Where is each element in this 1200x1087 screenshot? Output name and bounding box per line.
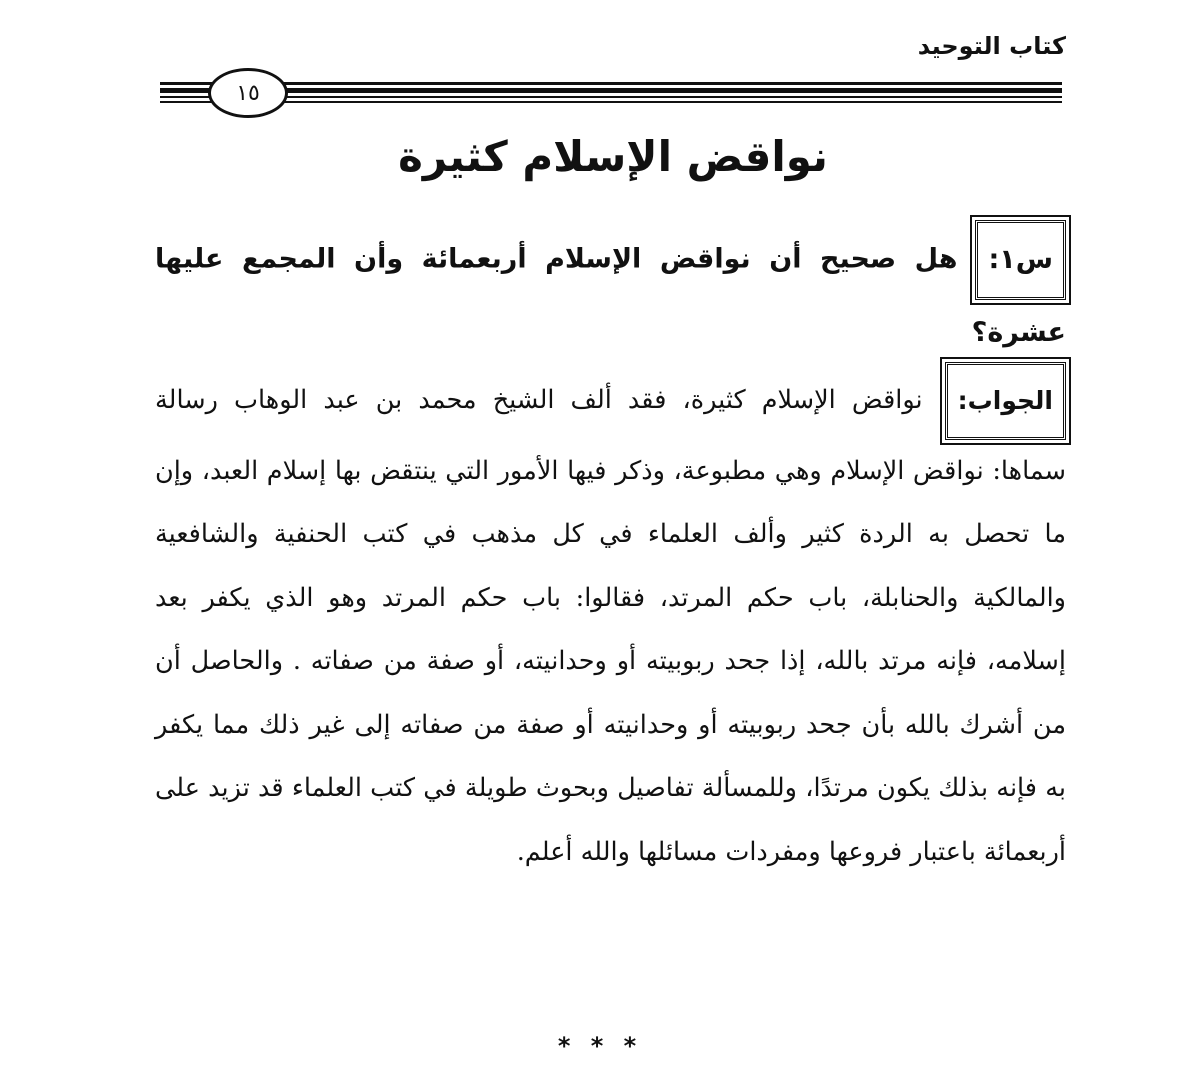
question-paragraph [155, 220, 1066, 366]
header-rule [160, 62, 1062, 120]
rule-line [160, 96, 1062, 98]
running-head: كتاب التوحيد [917, 32, 1066, 60]
section-heading: نواقض الإسلام كثيرة [398, 132, 828, 181]
answer-paragraph [155, 362, 1066, 884]
answer-text: نواقض الإسلام كثيرة، فقد ألف الشيخ محمد بن عبد الوهاب رسالة سماها: نواقض الإسلام وهي مطبوعة، وذكر فيها الأمور التي ينتقض بها إسلام العبد، وإن ما تحصل به الردة كثير وألف العلماء في كل مذهب في كتب الحنفية والشافعية والمالكية والحنابلة، باب حكم المرتد، فقالوا: باب حكم المرتد وهو الذي يكفر بعد إسلامه، فإنه مرتد بالله، إذا جحد ربوبيته أو وحدانيته، أو صفة من صفاته . والحاصل أن من أشرك بالله بأن جحد ربوبيته أو وحدانيته أو صفة من صفاته إلى غير ذلك مما يكفر به فإنه بذلك يكون مرتدًا، وللمسألة تفاصيل وبحوث طويلة في كتب العلماء قد تزيد على أربعمائة باعتبار فروعها ومفردات مسائلها والله أعلم. [155, 384, 1066, 867]
rule-line [160, 101, 1062, 103]
rule-line [160, 88, 1062, 93]
rule-line [160, 82, 1062, 85]
question-block [155, 220, 1066, 366]
question-text: هل صحيح أن نواقض الإسلام أربعمائة وأن المجمع عليها عشرة؟ [155, 243, 1066, 348]
question-label: س١: [975, 220, 1066, 300]
section-separator: * * * [557, 1032, 643, 1060]
answer-label: الجواب: [945, 362, 1066, 440]
page-number: ١٥ [208, 68, 288, 118]
